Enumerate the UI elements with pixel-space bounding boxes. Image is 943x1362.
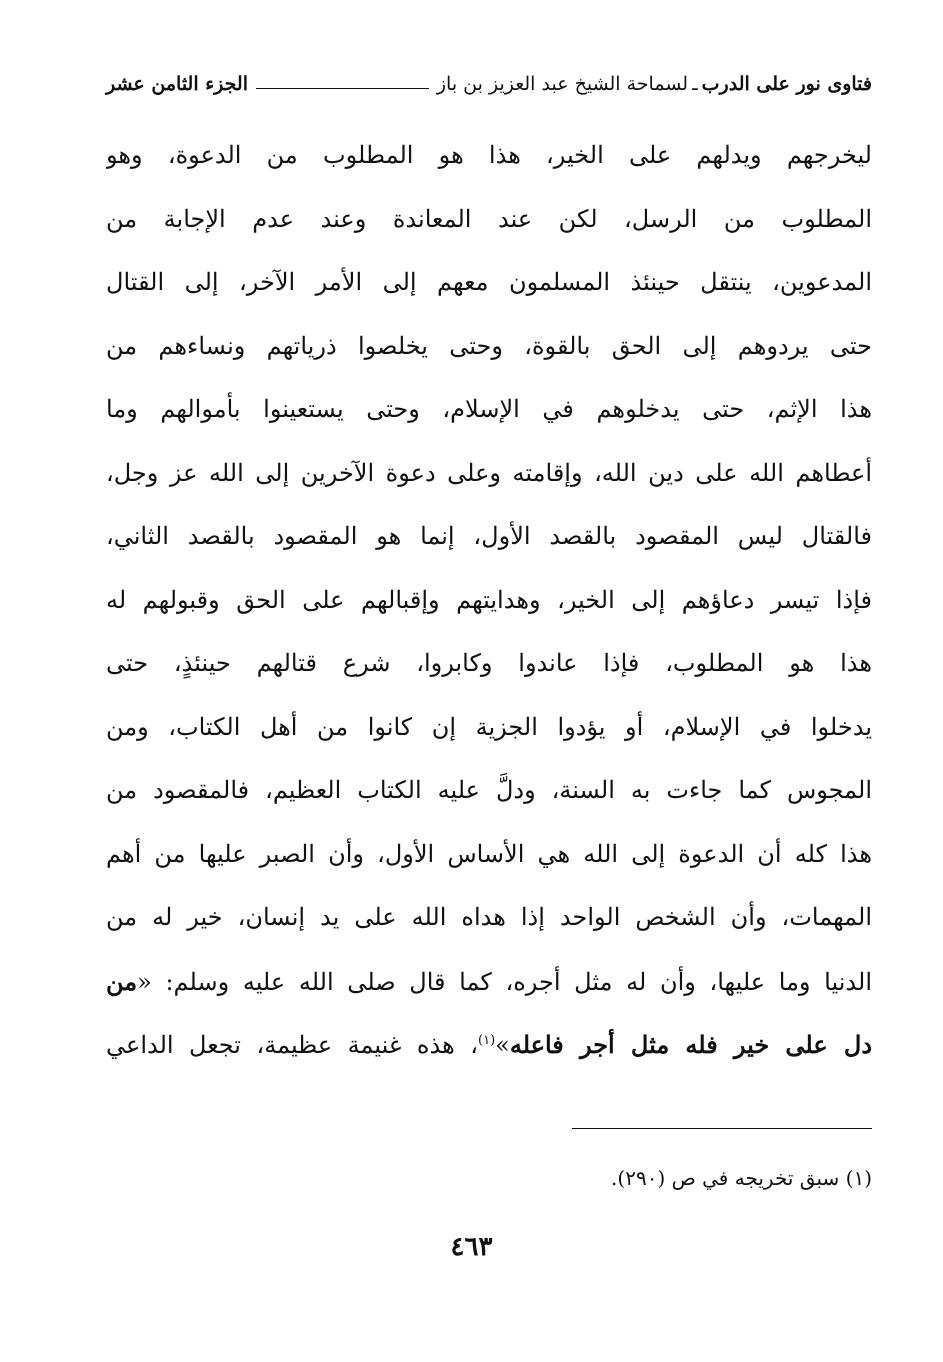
text-line: فإذا تيسر دعاؤهم إلى الخير، وهدايتهم وإقبالهم على الحق وقبولهم له <box>106 585 872 614</box>
text-line: المطلوب من الرسل، لكن عند المعاندة وعند عدم الإجابة من <box>106 204 872 233</box>
footnote-reference: (١) <box>478 1033 496 1048</box>
header-rule <box>256 88 429 89</box>
body-text <box>106 124 872 1077</box>
quote-close: » <box>495 1031 510 1059</box>
text-line: أعطاهم الله على دين الله، وإقامته وعلى دعوة الآخرين إلى الله عز وجل، <box>106 458 872 487</box>
text-line: المجوس كما جاءت به السنة، ودلَّ عليه الكتاب العظيم، فالمقصود من <box>106 776 872 804</box>
text-line: هذا كله أن الدعوة إلى الله هي الأساس الأول، وأن الصبر عليها من أهم <box>106 839 872 868</box>
text-line-hadith-start <box>106 950 872 1014</box>
text-line: فالقتال ليس المقصود بالقصد الأول، إنما هو المقصود بالقصد الثاني، <box>106 522 872 550</box>
footnote-divider <box>572 1128 872 1129</box>
text-line: هذا الإثم، حتى يدخلوهم في الإسلام، وحتى يستعينوا بأموالهم وما <box>106 395 872 423</box>
header-separator: ـ <box>692 73 698 95</box>
text-line: المدعوين، ينتقل حينئذ المسلمون معهم إلى الأمر الآخر، إلى القتال <box>106 268 872 296</box>
line-text: الدنيا وما عليها، وأن له مثل أجره، كما قال صلى الله عليه وسلم: « <box>137 967 872 996</box>
text-line: المهمات، وأن الشخص الواحد إذا هداه الله على يد إنسان، خير له من <box>106 903 872 931</box>
page-number: ٤٦٣ <box>450 1232 493 1262</box>
hadith-quote-start: من <box>106 966 138 996</box>
running-header <box>106 64 872 104</box>
hadith-quote: دل على خير فله مثل أجر فاعله <box>509 1030 872 1059</box>
text-line: ليخرجهم ويدلهم على الخير، هذا هو المطلوب من الدعوة، وهو <box>106 141 872 169</box>
line-text: ، هذه غنيمة عظيمة، تجعل الداعي <box>106 1031 478 1059</box>
text-line: هذا هو المطلوب، فإذا عاندوا وكابروا، شرع قتالهم حينئذٍ، حتى <box>106 649 872 677</box>
text-line: حتى يردوهم إلى الحق بالقوة، وحتى يخلصوا ذرياتهم ونساءهم من <box>106 331 872 360</box>
text-line: يدخلوا في الإسلام، أو يؤدوا الجزية إن كانوا من أهل الكتاب، ومن <box>106 712 872 741</box>
volume-label: الجزء الثامن عشر <box>106 73 248 95</box>
footnote: (١) سبق تخريجه في ص (٢٩٠). <box>611 1166 872 1190</box>
author-name: لسماحة الشيخ عبد العزيز بن باز <box>436 73 689 95</box>
text-line-hadith-end <box>106 1013 872 1077</box>
book-title: فتاوى نور على الدرب <box>701 73 872 95</box>
